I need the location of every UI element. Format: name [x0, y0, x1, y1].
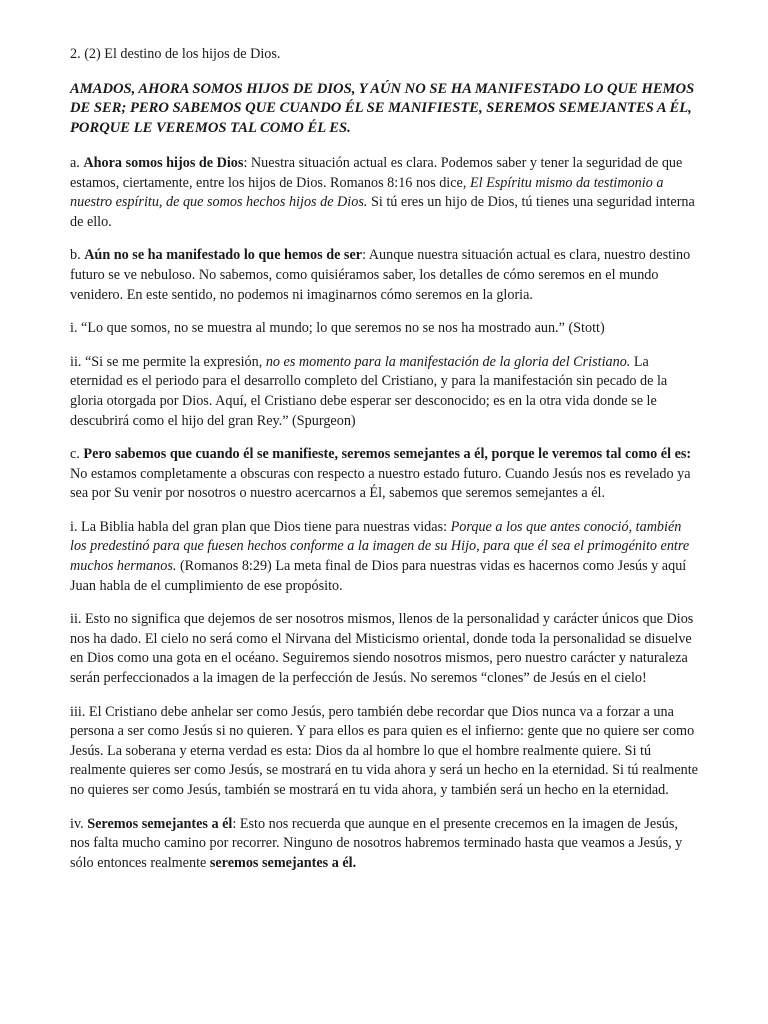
paragraph-b [70, 246, 700, 305]
section-title: 2. (2) El destino de los hijos de Dios. [70, 46, 281, 62]
paragraph-c-i-text2: (Romanos 8:29) La meta final de Dios para nuestras vidas es hacernos como Jesús y aquí Juan habla de el cumplimiento de ese propósito. [70, 558, 687, 594]
paragraph-c-ii: ii. Esto no significa que dejemos de ser nosotros mismos, llenos de la personalidad y carácter únicos que Dios nos ha dado. El cielo no será como el Nirvana del Misticismo oriental, donde toda la personalidad se disuelve en Dios como una gota en el océano. Seguiremos siendo nosotros mismos, pero nuestro carácter y naturaleza serán perfeccionados a la imagen de la perfección de Jesús. No seremos “clones” de Jesús en el cielo! [70, 611, 694, 687]
paragraph-a-text1: : Nuestra situación actual es clara. Podemos saber y tener la seguridad de que estamos, ciertamente, entre los hijos de Dios. Romanos 8:16 nos dice, [70, 154, 683, 191]
paragraph-c-iv-prefix: iv. [70, 815, 88, 832]
paragraph-c-i [70, 518, 700, 596]
paragraph-b-prefix: b. [70, 247, 85, 264]
scripture-headline: AMADOS, AHORA SOMOS HIJOS DE DIOS, Y AÚN NO SE HA MANIFESTADO LO QUE HEMOS DE SER; PERO SABEMOS QUE CUANDO ÉL SE MANIFIESTE, SEREMOS SEMEJANTES A ÉL, PORQUE LE VEREMOS TAL COMO ÉL ES. [70, 80, 695, 137]
paragraph-a-italic: El Espíritu mismo da testimonio a nuestro espíritu, de que somos hechos hijos de Dios. [70, 174, 664, 211]
paragraph-a-prefix: a. [70, 154, 84, 171]
paragraph-c-iv-text1: : Esto nos recuerda que aunque en el presente crecemos en la imagen de Jesús, nos falta mucho camino por recorrer. Ninguno de nosotros habremos terminado hasta que veamos a Jesús, y sólo entonces realmente [70, 815, 683, 871]
paragraph-b-ii-text2: La eternidad es el periodo para el desarrollo completo del Cristiano, y para la manifestación sin pecado de la gloria otorgada por Dios. Aquí, el Cristiano debe esperar ser desconocido; es en la otra vida donde se le descubrirá como el hijo del gran Rey.” (Spurgeon) [70, 353, 668, 429]
paragraph-b-ii-text1: ii. “Si se me permite la expresión, [70, 353, 266, 370]
paragraph-c-iv [70, 815, 700, 874]
paragraph-c-i-italic: Porque a los que antes conoció, también los predestinó para que fuesen hechos conforme a la imagen de su Hijo, para que él sea el primogénito entre muchos hermanos. [70, 518, 690, 575]
paragraph-c-prefix: c. [70, 446, 84, 463]
paragraph-c-i-text1: i. La Biblia habla del gran plan que Dios tiene para nuestras vidas: [70, 518, 451, 535]
paragraph-c [70, 445, 700, 504]
paragraph-b-i: i. “Lo que somos, no se muestra al mundo; lo que seremos no se nos ha mostrado aun.” (Stott) [70, 320, 605, 337]
paragraph-c-text1: No estamos completamente a obscuras con respecto a nuestro estado futuro. Cuando Jesús nos es revelado ya sea por Su venir por nosotros o nuestro acercarnos a Él, sabemos que seremos semejantes a él. [70, 465, 691, 502]
paragraph-b-text1: : Aunque nuestra situación actual es clara, nuestro destino futuro se ve nebuloso. No sabemos, como quisiéramos saber, los detalles de cómo seremos en el mundo venidero. En este sentido, no podemos ni imaginarnos cómo seremos en la gloria. [70, 247, 691, 303]
paragraph-c-bold: Pero sabemos que cuando él se manifieste, seremos semejantes a él, porque le veremos tal como él es: [83, 446, 692, 463]
paragraph-c-iv-bold: Seremos semejantes a él [87, 815, 233, 832]
paragraph-a-bold: Ahora somos hijos de Dios [83, 154, 244, 171]
paragraph-c-iv-bold2: seremos semejantes a él. [209, 854, 357, 871]
paragraph-b-ii-italic: no es momento para la manifestación de la gloria del Cristiano. [265, 353, 631, 370]
paragraph-a-text2: Si tú eres un hijo de Dios, tú tienes una seguridad interna de ello. [70, 194, 695, 230]
paragraph-b-bold: Aún no se ha manifestado lo que hemos de ser [84, 247, 363, 264]
paragraph-c-iii: iii. El Cristiano debe anhelar ser como Jesús, pero también debe recordar que Dios nunca va a forzar a una persona a ser como Jesús si no quieren. Y para ellos es para quien es el infierno: gente que no quiere ser como Jesús. La soberana y eterna verdad es esta: Dios da al hombre lo que el hombre realmente quiere. Si tú realmente quieres ser como Jesús, se mostrará en tu vida ahora y será un hecho en la eternidad. Si tú realmente no quieres ser como Jesús, también se mostrará en tu vida ahora, y también será un hecho en la eternidad. [70, 703, 698, 799]
paragraph-a [70, 154, 700, 232]
paragraph-b-ii [70, 353, 700, 431]
